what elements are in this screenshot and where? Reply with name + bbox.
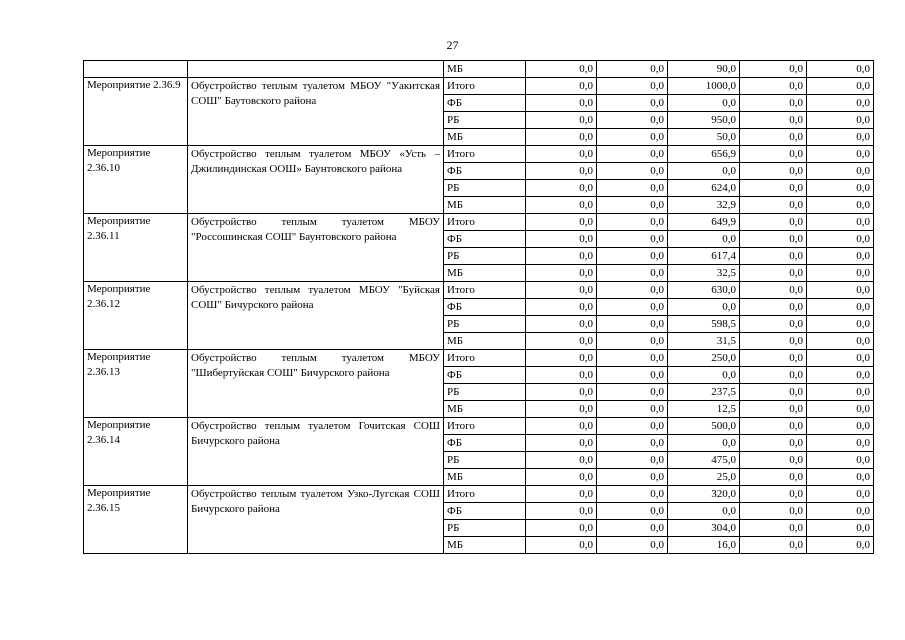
value-cell: 0,0 [807,384,874,401]
description-cell-empty [188,61,444,78]
value-cell: 617,4 [668,248,740,265]
value-cell: 0,0 [526,180,597,197]
value-cell: 250,0 [668,350,740,367]
value-cell: 0,0 [807,95,874,112]
value-cell: 0,0 [740,401,807,418]
value-cell: 0,0 [526,95,597,112]
source-cell: ФБ [444,299,526,316]
value-cell: 0,0 [807,180,874,197]
event-cell-empty [84,61,188,78]
value-cell: 0,0 [740,503,807,520]
value-cell: 0,0 [807,129,874,146]
table-row [84,418,874,435]
value-cell: 0,0 [807,78,874,95]
value-cell: 500,0 [668,418,740,435]
source-cell: Итого [444,282,526,299]
value-cell: 0,0 [526,350,597,367]
value-cell: 0,0 [597,384,668,401]
value-cell: 25,0 [668,469,740,486]
value-cell: 0,0 [740,452,807,469]
source-cell: МБ [444,265,526,282]
source-cell: ФБ [444,231,526,248]
value-cell: 0,0 [740,384,807,401]
value-cell: 0,0 [740,367,807,384]
value-cell: 0,0 [740,197,807,214]
source-cell: ФБ [444,503,526,520]
value-cell: 0,0 [807,503,874,520]
source-cell: РБ [444,452,526,469]
event-label: Мероприятие 2.36.12 [84,282,188,350]
value-cell: 0,0 [526,435,597,452]
value-cell: 0,0 [526,265,597,282]
value-cell: 0,0 [807,418,874,435]
value-cell: 0,0 [807,520,874,537]
value-cell: 0,0 [597,401,668,418]
value-cell: 0,0 [740,214,807,231]
value-cell: 0,0 [740,61,807,78]
value-cell: 0,0 [597,418,668,435]
value-cell: 0,0 [526,61,597,78]
value-cell: 0,0 [807,299,874,316]
value-cell: 0,0 [526,367,597,384]
value-cell: 624,0 [668,180,740,197]
source-cell: ФБ [444,435,526,452]
event-label: Мероприятие 2.36.15 [84,486,188,554]
value-cell: 0,0 [526,333,597,350]
value-cell: 0,0 [597,146,668,163]
value-cell: 0,0 [740,265,807,282]
value-cell: 0,0 [526,197,597,214]
event-description: Обустройство теплым туалетом Узко-Лугская СОШ Бичурского района [188,486,444,554]
value-cell: 950,0 [668,112,740,129]
source-cell: Итого [444,146,526,163]
value-cell: 0,0 [668,503,740,520]
budget-table [83,60,874,554]
event-description: Обустройство теплым туалетом МБОУ "Уакитская СОШ" Баутовского района [188,78,444,146]
source-cell: РБ [444,248,526,265]
value-cell: 0,0 [807,282,874,299]
value-cell: 649,9 [668,214,740,231]
source-cell: МБ [444,129,526,146]
value-cell: 0,0 [526,299,597,316]
value-cell: 0,0 [740,316,807,333]
event-label: Мероприятие 2.36.10 [84,146,188,214]
value-cell: 0,0 [526,146,597,163]
event-description: Обустройство теплым туалетом МБОУ "Шибертуйская СОШ" Бичурского района [188,350,444,418]
source-cell: МБ [444,537,526,554]
source-cell: Итого [444,350,526,367]
value-cell: 0,0 [526,418,597,435]
value-cell: 656,9 [668,146,740,163]
value-cell: 0,0 [597,129,668,146]
value-cell: 16,0 [668,537,740,554]
value-cell: 0,0 [740,95,807,112]
value-cell: 0,0 [526,486,597,503]
event-label: Мероприятие 2.36.14 [84,418,188,486]
value-cell: 0,0 [526,452,597,469]
source-cell: МБ [444,401,526,418]
value-cell: 0,0 [807,197,874,214]
value-cell: 0,0 [807,112,874,129]
value-cell: 0,0 [526,248,597,265]
value-cell: 0,0 [526,401,597,418]
table-row [84,486,874,503]
value-cell: 0,0 [597,231,668,248]
value-cell: 0,0 [526,129,597,146]
value-cell: 0,0 [597,61,668,78]
value-cell: 0,0 [526,469,597,486]
value-cell: 0,0 [740,248,807,265]
value-cell: 0,0 [597,537,668,554]
value-cell: 320,0 [668,486,740,503]
value-cell: 0,0 [807,214,874,231]
value-cell: 0,0 [807,61,874,78]
event-description: Обустройство теплым туалетом МБОУ "Россошинская СОШ" Баунтовского района [188,214,444,282]
value-cell: 0,0 [807,316,874,333]
value-cell: 0,0 [807,265,874,282]
value-cell: 0,0 [668,435,740,452]
value-cell: 0,0 [807,367,874,384]
value-cell: 50,0 [668,129,740,146]
value-cell: 0,0 [597,95,668,112]
source-cell: РБ [444,384,526,401]
value-cell: 0,0 [597,520,668,537]
value-cell: 0,0 [597,350,668,367]
source-cell: ФБ [444,95,526,112]
event-description: Обустройство теплым туалетом МБОУ "Буйская СОШ" Бичурского района [188,282,444,350]
value-cell: 12,5 [668,401,740,418]
value-cell: 0,0 [807,401,874,418]
value-cell: 1000,0 [668,78,740,95]
table-row [84,78,874,95]
source-cell: Итого [444,418,526,435]
value-cell: 0,0 [526,384,597,401]
table-row [84,214,874,231]
value-cell: 32,5 [668,265,740,282]
value-cell: 32,9 [668,197,740,214]
table-row [84,350,874,367]
value-cell: 0,0 [597,282,668,299]
value-cell: 0,0 [597,367,668,384]
value-cell: 0,0 [597,163,668,180]
value-cell: 0,0 [597,248,668,265]
source-cell: ФБ [444,163,526,180]
value-cell: 0,0 [597,180,668,197]
value-cell: 0,0 [807,486,874,503]
value-cell: 0,0 [668,299,740,316]
source-cell: РБ [444,520,526,537]
value-cell: 0,0 [597,452,668,469]
value-cell: 0,0 [807,469,874,486]
value-cell: 0,0 [807,452,874,469]
source-cell: РБ [444,180,526,197]
value-cell: 0,0 [597,112,668,129]
value-cell: 0,0 [740,231,807,248]
event-label: Мероприятие 2.36.13 [84,350,188,418]
event-label: Мероприятие 2.36.11 [84,214,188,282]
continuation-row [84,61,874,78]
value-cell: 0,0 [597,299,668,316]
value-cell: 0,0 [807,333,874,350]
value-cell: 0,0 [807,537,874,554]
value-cell: 31,5 [668,333,740,350]
value-cell: 0,0 [597,486,668,503]
source-cell: Итого [444,214,526,231]
source-cell: МБ [444,333,526,350]
table-row [84,146,874,163]
value-cell: 0,0 [807,248,874,265]
event-label: Мероприятие 2.36.9 [84,78,188,146]
value-cell: 0,0 [597,333,668,350]
value-cell: 0,0 [526,316,597,333]
value-cell: 304,0 [668,520,740,537]
value-cell: 0,0 [597,78,668,95]
value-cell: 0,0 [740,146,807,163]
value-cell: 0,0 [807,435,874,452]
value-cell: 0,0 [740,486,807,503]
value-cell: 0,0 [526,112,597,129]
source-cell: Итого [444,78,526,95]
source-cell: Итого [444,486,526,503]
value-cell: 0,0 [740,282,807,299]
value-cell: 0,0 [807,231,874,248]
value-cell: 0,0 [668,163,740,180]
source-cell: МБ [444,197,526,214]
value-cell: 0,0 [740,129,807,146]
value-cell: 0,0 [526,163,597,180]
value-cell: 0,0 [740,537,807,554]
value-cell: 0,0 [740,418,807,435]
value-cell: 0,0 [526,214,597,231]
value-cell: 0,0 [526,78,597,95]
table-row [84,282,874,299]
page-number: 27 [446,38,459,52]
value-cell: 0,0 [668,95,740,112]
value-cell: 0,0 [740,299,807,316]
value-cell: 0,0 [740,520,807,537]
value-cell: 0,0 [597,435,668,452]
value-cell: 237,5 [668,384,740,401]
value-cell: 0,0 [740,469,807,486]
value-cell: 0,0 [526,520,597,537]
value-cell: 0,0 [597,316,668,333]
value-cell: 0,0 [668,367,740,384]
table-body [84,61,874,554]
value-cell: 0,0 [740,435,807,452]
event-description: Обустройство теплым туалетом МБОУ «Усть – Джилиндинская ООШ» Баунтовского района [188,146,444,214]
value-cell: 0,0 [740,180,807,197]
value-cell: 0,0 [526,503,597,520]
source-cell: МБ [444,61,526,78]
value-cell: 0,0 [597,503,668,520]
value-cell: 0,0 [668,231,740,248]
source-cell: РБ [444,112,526,129]
value-cell: 0,0 [597,214,668,231]
value-cell: 0,0 [740,78,807,95]
value-cell: 0,0 [740,163,807,180]
source-cell: РБ [444,316,526,333]
value-cell: 0,0 [597,469,668,486]
value-cell: 475,0 [668,452,740,469]
value-cell: 0,0 [526,537,597,554]
value-cell: 90,0 [668,61,740,78]
source-cell: ФБ [444,367,526,384]
source-cell: МБ [444,469,526,486]
value-cell: 0,0 [740,333,807,350]
value-cell: 0,0 [807,163,874,180]
value-cell: 0,0 [740,350,807,367]
value-cell: 598,5 [668,316,740,333]
event-description: Обустройство теплым туалетом Гочитская СОШ Бичурского района [188,418,444,486]
value-cell: 0,0 [597,265,668,282]
value-cell: 0,0 [526,231,597,248]
value-cell: 630,0 [668,282,740,299]
value-cell: 0,0 [526,282,597,299]
value-cell: 0,0 [597,197,668,214]
value-cell: 0,0 [740,112,807,129]
value-cell: 0,0 [807,350,874,367]
value-cell: 0,0 [807,146,874,163]
